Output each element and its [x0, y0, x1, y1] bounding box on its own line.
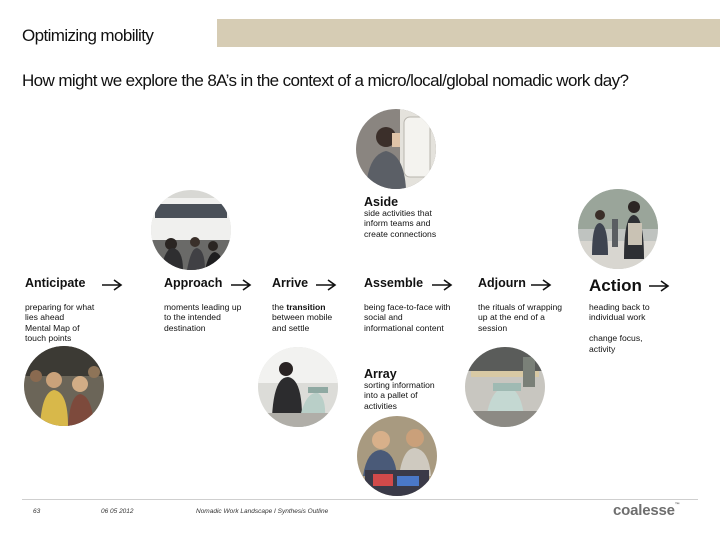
- stage-anticipate-desc: preparing for what lies ahead Mental Map of touch points: [25, 302, 95, 344]
- right-arrow-icon: [101, 278, 123, 292]
- stage-approach-label: Approach: [164, 276, 223, 290]
- right-arrow-icon: [230, 278, 252, 292]
- footer-divider: [22, 499, 698, 500]
- stage-array-desc: sorting information into a pallet of activities: [364, 380, 435, 411]
- action-photo: [578, 189, 658, 269]
- stage-array-label: Array: [364, 367, 397, 381]
- stage-assemble-desc: being face-to-face with social and informational content: [364, 302, 451, 333]
- stage-action-label: Action: [589, 276, 642, 295]
- right-arrow-icon: [431, 278, 453, 292]
- footer-document-title: Nomadic Work Landscape I Synthesis Outline: [196, 508, 329, 515]
- brand-name: coalesse: [613, 502, 675, 519]
- page-subtitle: How might we explore the 8A’s in the context of a micro/local/global nomadic work day?: [22, 71, 629, 90]
- adjourn-photo: [465, 347, 545, 427]
- right-arrow-icon: [648, 279, 670, 293]
- approach-photo: [151, 190, 231, 270]
- array-photo: [357, 416, 437, 496]
- aside-photo: [356, 109, 436, 189]
- stage-assemble-label: Assemble: [364, 276, 424, 290]
- anticipate-photo: [24, 346, 104, 426]
- brand-trademark: ™: [674, 502, 680, 508]
- right-arrow-icon: [530, 278, 552, 292]
- right-arrow-icon: [315, 278, 337, 292]
- arrive-photo: [258, 347, 338, 427]
- stage-adjourn-desc: the rituals of wrapping up at the end of a session: [478, 302, 563, 333]
- footer-page-number: 63: [33, 508, 41, 515]
- stage-adjourn-label: Adjourn: [478, 276, 526, 290]
- stage-anticipate-label: Anticipate: [25, 276, 86, 290]
- brand-logo: [613, 502, 680, 519]
- header-band: [217, 19, 720, 47]
- stage-arrive-label: Arrive: [272, 276, 309, 290]
- stage-approach-desc: moments leading up to the intended destination: [164, 302, 242, 333]
- stage-aside-desc: side activities that inform teams and create connections: [364, 208, 437, 239]
- stage-arrive-desc: the transition between mobile and settle: [272, 302, 333, 333]
- stage-action-desc: heading back to individual work change focus, activity: [589, 302, 650, 354]
- stage-aside-label: Aside: [364, 195, 399, 209]
- page-title: Optimizing mobility: [22, 26, 154, 45]
- footer-date: 06 05 2012: [101, 508, 134, 515]
